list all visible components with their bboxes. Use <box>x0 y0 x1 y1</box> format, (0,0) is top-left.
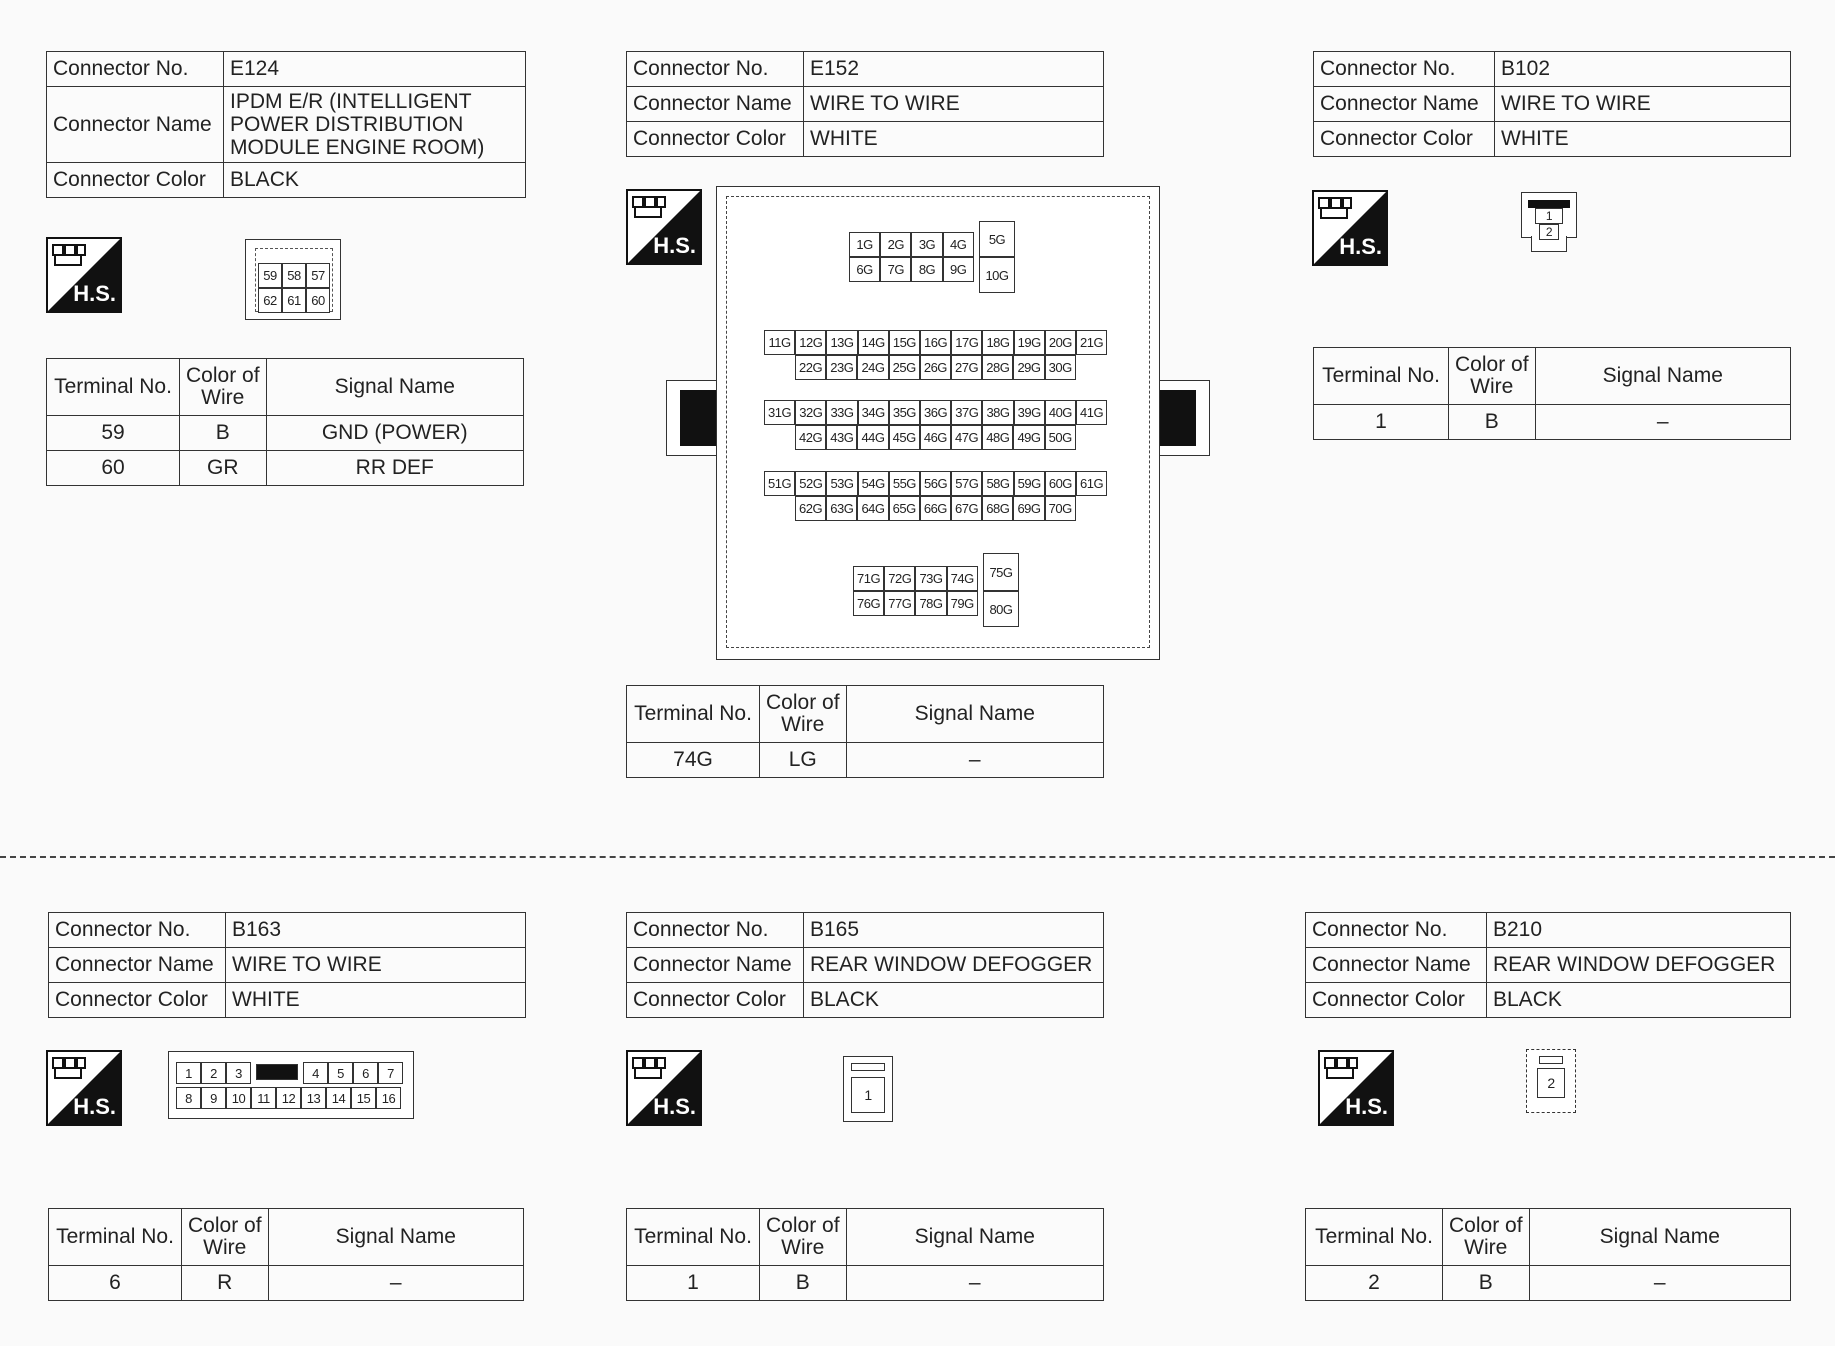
connector-info-table-b163 <box>48 912 526 1018</box>
terminal-no-header: Terminal No. <box>1314 348 1449 405</box>
terminal-no-cell: 1 <box>627 1266 760 1301</box>
signal-name-header: Signal Name <box>266 359 523 416</box>
wire-color-header-line: Color of <box>1449 1214 1523 1237</box>
wire-color-header <box>1443 1209 1530 1266</box>
connector-name-label: Connector Name <box>49 948 226 983</box>
connector-color-label: Connector Color <box>627 983 804 1018</box>
terminal-cell: 76G <box>853 591 884 616</box>
connector-no-label: Connector No. <box>47 52 224 87</box>
hs-badge-text: H.S. <box>73 281 116 306</box>
signal-name-header: Signal Name <box>268 1209 523 1266</box>
terminal-cell: 62G <box>795 496 826 521</box>
terminal-cell: 1 <box>176 1062 201 1084</box>
terminal-cell: 1 <box>851 1077 885 1113</box>
terminal-cell: 15G <box>889 330 920 355</box>
wire-color-cell: GR <box>180 451 267 486</box>
wire-color-header-line: Color of <box>186 364 260 387</box>
terminal-cell: 2G <box>880 232 911 257</box>
connector-name-value: REAR WINDOW DEFOGGER <box>804 948 1104 983</box>
terminal-cell: 10 <box>226 1087 251 1109</box>
wire-color-header <box>760 1209 847 1266</box>
signal-name-cell: – <box>268 1266 523 1301</box>
wire-color-header-line: Color of <box>766 1214 840 1237</box>
connector-color-value: WHITE <box>226 983 526 1018</box>
terminal-cell: 77G <box>884 591 915 616</box>
connector-color-value: BLACK <box>804 983 1104 1018</box>
connector-no-label: Connector No. <box>627 913 804 948</box>
terminal-cell: 59 <box>258 263 282 288</box>
wire-color-cell: B <box>1449 405 1536 440</box>
signal-name-cell: – <box>1529 1266 1790 1301</box>
wire-color-header <box>760 686 847 743</box>
terminal-table-b210 <box>1305 1208 1791 1301</box>
connector-face-e124 <box>245 239 341 320</box>
terminal-no-cell: 1 <box>1314 405 1449 440</box>
terminal-cell: 16G <box>920 330 951 355</box>
section-divider <box>0 856 1835 858</box>
table-row <box>1306 1266 1791 1301</box>
harness-side-icon <box>1318 1050 1394 1126</box>
terminal-cell: 6 <box>353 1062 378 1084</box>
connector-color-label: Connector Color <box>1306 983 1487 1018</box>
terminal-cell: 78G <box>915 591 946 616</box>
terminal-table-b163 <box>48 1208 524 1301</box>
terminal-cell: 61G <box>1076 471 1107 496</box>
terminal-cell: 62 <box>258 288 282 313</box>
terminal-cell: 70G <box>1045 496 1076 521</box>
terminal-cell: 16 <box>376 1087 401 1109</box>
signal-name-cell: GND (POWER) <box>266 416 523 451</box>
connector-no-value: B102 <box>1495 52 1791 87</box>
signal-name-header: Signal Name <box>846 1209 1103 1266</box>
terminal-cell: 58G <box>982 471 1013 496</box>
wire-color-cell: B <box>760 1266 847 1301</box>
terminal-cell: 45G <box>889 425 920 450</box>
terminal-cell: 4 <box>303 1062 328 1084</box>
connector-info-table-b165 <box>626 912 1104 1018</box>
terminal-cell: 37G <box>951 400 982 425</box>
terminal-cell: 9 <box>201 1087 226 1109</box>
terminal-cell: 57 <box>306 263 330 288</box>
signal-name-header: Signal Name <box>1529 1209 1790 1266</box>
wire-color-header <box>182 1209 269 1266</box>
terminal-no-header: Terminal No. <box>1306 1209 1443 1266</box>
terminal-cell: 80G <box>983 591 1019 627</box>
terminal-cell: 11G <box>764 330 795 355</box>
terminal-cell: 36G <box>920 400 951 425</box>
terminal-cell: 59G <box>1014 471 1045 496</box>
connector-info-table-e124 <box>46 51 526 198</box>
terminal-cell: 75G <box>983 553 1019 591</box>
terminal-cell: 8 <box>176 1087 201 1109</box>
terminal-cell: 51G <box>764 471 795 496</box>
terminal-cell: 49G <box>1013 425 1044 450</box>
connector-name-value: WIRE TO WIRE <box>1495 87 1791 122</box>
terminal-no-header: Terminal No. <box>627 1209 760 1266</box>
wire-color-header-line: Wire <box>1464 1236 1508 1259</box>
terminal-cell: 60 <box>306 288 330 313</box>
terminal-cell: 34G <box>858 400 889 425</box>
terminal-cell: 54G <box>858 471 889 496</box>
wire-color-header-line: Wire <box>201 386 245 409</box>
wire-color-header-line: Wire <box>203 1236 247 1259</box>
terminal-cell: 1 <box>1535 208 1563 224</box>
connector-name-label: Connector Name <box>47 87 224 163</box>
connector-no-value: B210 <box>1487 913 1791 948</box>
terminal-no-cell: 60 <box>47 451 180 486</box>
terminal-cell: 65G <box>889 496 920 521</box>
terminal-no-cell: 2 <box>1306 1266 1443 1301</box>
connector-name-line: IPDM E/R (INTELLIGENT <box>230 90 472 113</box>
connector-key-block <box>256 1064 298 1080</box>
signal-name-header: Signal Name <box>846 686 1103 743</box>
terminal-cell: 18G <box>982 330 1013 355</box>
terminal-cell: 32G <box>795 400 826 425</box>
terminal-cell: 3 <box>226 1062 251 1084</box>
connector-color-label: Connector Color <box>47 163 224 198</box>
terminal-cell: 66G <box>920 496 951 521</box>
terminal-cell: 31G <box>764 400 795 425</box>
terminal-no-header: Terminal No. <box>627 686 760 743</box>
terminal-cell: 57G <box>951 471 982 496</box>
connector-color-label: Connector Color <box>1314 122 1495 157</box>
connector-face-b210 <box>1526 1049 1576 1113</box>
terminal-cell: 17G <box>951 330 982 355</box>
wire-color-cell: LG <box>760 743 847 778</box>
connector-face-b165 <box>843 1056 893 1122</box>
connector-no-value: E152 <box>804 52 1104 87</box>
signal-name-cell: – <box>846 743 1103 778</box>
connector-no-label: Connector No. <box>627 52 804 87</box>
wire-color-header-line: Color of <box>766 691 840 714</box>
terminal-cell: 74G <box>947 566 978 591</box>
terminal-cell: 23G <box>826 355 857 380</box>
terminal-cell: 68G <box>982 496 1013 521</box>
table-row <box>47 451 524 486</box>
terminal-table-b102 <box>1313 347 1791 440</box>
terminal-cell: 52G <box>795 471 826 496</box>
terminal-cell: 2 <box>1539 224 1559 240</box>
terminal-cell: 42G <box>795 425 826 450</box>
connector-color-value: WHITE <box>1495 122 1791 157</box>
terminal-cell: 38G <box>982 400 1013 425</box>
terminal-cell: 48G <box>982 425 1013 450</box>
terminal-no-header: Terminal No. <box>49 1209 182 1266</box>
connector-name-value: WIRE TO WIRE <box>226 948 526 983</box>
table-row <box>1314 405 1791 440</box>
terminal-cell: 39G <box>1014 400 1045 425</box>
terminal-no-cell: 59 <box>47 416 180 451</box>
terminal-cell: 40G <box>1045 400 1076 425</box>
hs-badge-text: H.S. <box>1345 1094 1388 1119</box>
connector-no-label: Connector No. <box>49 913 226 948</box>
table-row <box>47 416 524 451</box>
connector-key <box>1528 200 1570 208</box>
wire-color-header <box>180 359 267 416</box>
terminal-no-cell: 6 <box>49 1266 182 1301</box>
terminal-cell: 55G <box>889 471 920 496</box>
terminal-cell: 27G <box>951 355 982 380</box>
terminal-cell: 43G <box>826 425 857 450</box>
terminal-cell: 60G <box>1045 471 1076 496</box>
terminal-cell: 58 <box>282 263 306 288</box>
connector-no-label: Connector No. <box>1306 913 1487 948</box>
terminal-cell: 61 <box>282 288 306 313</box>
signal-name-cell: – <box>1535 405 1790 440</box>
terminal-cell: 14 <box>326 1087 351 1109</box>
terminal-cell: 14G <box>858 330 889 355</box>
terminal-cell: 5G <box>979 221 1015 257</box>
harness-side-icon <box>46 237 122 313</box>
connector-info-table-e152 <box>626 51 1104 157</box>
terminal-cell: 56G <box>920 471 951 496</box>
terminal-cell: 21G <box>1076 330 1107 355</box>
terminal-table-e152 <box>626 685 1104 778</box>
terminal-cell: 19G <box>1014 330 1045 355</box>
terminal-table-e124 <box>46 358 524 486</box>
terminal-cell: 64G <box>857 496 888 521</box>
table-row <box>627 743 1104 778</box>
terminal-cell: 63G <box>826 496 857 521</box>
table-row <box>627 1266 1104 1301</box>
connector-no-value: E124 <box>224 52 526 87</box>
terminal-cell: 2 <box>201 1062 226 1084</box>
terminal-cell: 79G <box>947 591 978 616</box>
harness-side-icon <box>46 1050 122 1126</box>
terminal-cell: 3G <box>911 232 942 257</box>
terminal-cell: 69G <box>1013 496 1044 521</box>
connector-info-table-b102 <box>1313 51 1791 157</box>
harness-side-icon <box>626 1050 702 1126</box>
connector-name-value <box>224 87 526 163</box>
terminal-cell: 2 <box>1537 1068 1565 1098</box>
connector-no-value: B163 <box>226 913 526 948</box>
connector-face-b102 <box>1521 192 1577 254</box>
connector-info-table-b210 <box>1305 912 1791 1018</box>
terminal-cell: 13 <box>301 1087 326 1109</box>
terminal-cell: 35G <box>889 400 920 425</box>
terminal-cell: 9G <box>943 257 974 282</box>
terminal-cell: 22G <box>795 355 826 380</box>
terminal-cell: 20G <box>1045 330 1076 355</box>
terminal-cell: 71G <box>853 566 884 591</box>
wire-color-header-line: Wire <box>781 1236 825 1259</box>
wire-color-cell: B <box>180 416 267 451</box>
terminal-cell: 29G <box>1013 355 1044 380</box>
wire-color-header <box>1449 348 1536 405</box>
connector-name-line: MODULE ENGINE ROOM) <box>230 136 485 159</box>
hs-badge-text: H.S. <box>653 1094 696 1119</box>
connector-color-value: WHITE <box>804 122 1104 157</box>
connector-color-value: BLACK <box>224 163 526 198</box>
terminal-no-header: Terminal No. <box>47 359 180 416</box>
terminal-cell: 26G <box>920 355 951 380</box>
terminal-cell: 73G <box>915 566 946 591</box>
terminal-table-b165 <box>626 1208 1104 1301</box>
connector-key <box>1539 1056 1563 1064</box>
connector-no-value: B165 <box>804 913 1104 948</box>
terminal-cell: 5 <box>328 1062 353 1084</box>
terminal-cell: 50G <box>1045 425 1076 450</box>
hs-badge-text: H.S. <box>73 1094 116 1119</box>
connector-no-label: Connector No. <box>1314 52 1495 87</box>
terminal-cell: 47G <box>951 425 982 450</box>
terminal-cell: 15 <box>351 1087 376 1109</box>
wire-color-header-line: Wire <box>1470 375 1514 398</box>
terminal-cell: 44G <box>857 425 888 450</box>
connector-key <box>851 1063 885 1071</box>
terminal-cell: 30G <box>1045 355 1076 380</box>
terminal-cell: 12 <box>276 1087 301 1109</box>
terminal-cell: 7 <box>378 1062 403 1084</box>
terminal-cell: 24G <box>857 355 888 380</box>
wire-color-header-line: Wire <box>781 713 825 736</box>
terminal-cell: 12G <box>795 330 826 355</box>
wire-color-cell: B <box>1443 1266 1530 1301</box>
connector-name-value: REAR WINDOW DEFOGGER <box>1487 948 1791 983</box>
terminal-cell: 67G <box>951 496 982 521</box>
terminal-cell: 13G <box>826 330 857 355</box>
terminal-cell: 53G <box>826 471 857 496</box>
terminal-cell: 4G <box>943 232 974 257</box>
terminal-cell: 1G <box>849 232 880 257</box>
connector-name-label: Connector Name <box>627 87 804 122</box>
terminal-cell: 11 <box>251 1087 276 1109</box>
signal-name-cell: – <box>846 1266 1103 1301</box>
connector-color-value: BLACK <box>1487 983 1791 1018</box>
terminal-cell: 72G <box>884 566 915 591</box>
wire-color-header-line: Color of <box>1455 353 1529 376</box>
terminal-cell: 6G <box>849 257 880 282</box>
signal-name-header: Signal Name <box>1535 348 1790 405</box>
terminal-cell: 41G <box>1076 400 1107 425</box>
harness-side-icon <box>1312 190 1388 266</box>
connector-name-label: Connector Name <box>627 948 804 983</box>
hs-badge-text: H.S. <box>653 233 696 258</box>
terminal-cell: 33G <box>826 400 857 425</box>
connector-name-label: Connector Name <box>1314 87 1495 122</box>
terminal-cell: 8G <box>911 257 942 282</box>
connector-name-label: Connector Name <box>1306 948 1487 983</box>
wire-color-cell: R <box>182 1266 269 1301</box>
connector-color-label: Connector Color <box>627 122 804 157</box>
terminal-cell: 28G <box>982 355 1013 380</box>
terminal-cell: 7G <box>880 257 911 282</box>
connector-name-line: POWER DISTRIBUTION <box>230 113 464 136</box>
signal-name-cell: RR DEF <box>266 451 523 486</box>
connector-color-label: Connector Color <box>49 983 226 1018</box>
wire-color-header-line: Color of <box>188 1214 262 1237</box>
connector-name-value: WIRE TO WIRE <box>804 87 1104 122</box>
table-row <box>49 1266 524 1301</box>
terminal-cell: 46G <box>920 425 951 450</box>
hs-badge-text: H.S. <box>1339 234 1382 259</box>
terminal-no-cell: 74G <box>627 743 760 778</box>
terminal-cell: 25G <box>889 355 920 380</box>
terminal-cell: 10G <box>979 257 1015 293</box>
